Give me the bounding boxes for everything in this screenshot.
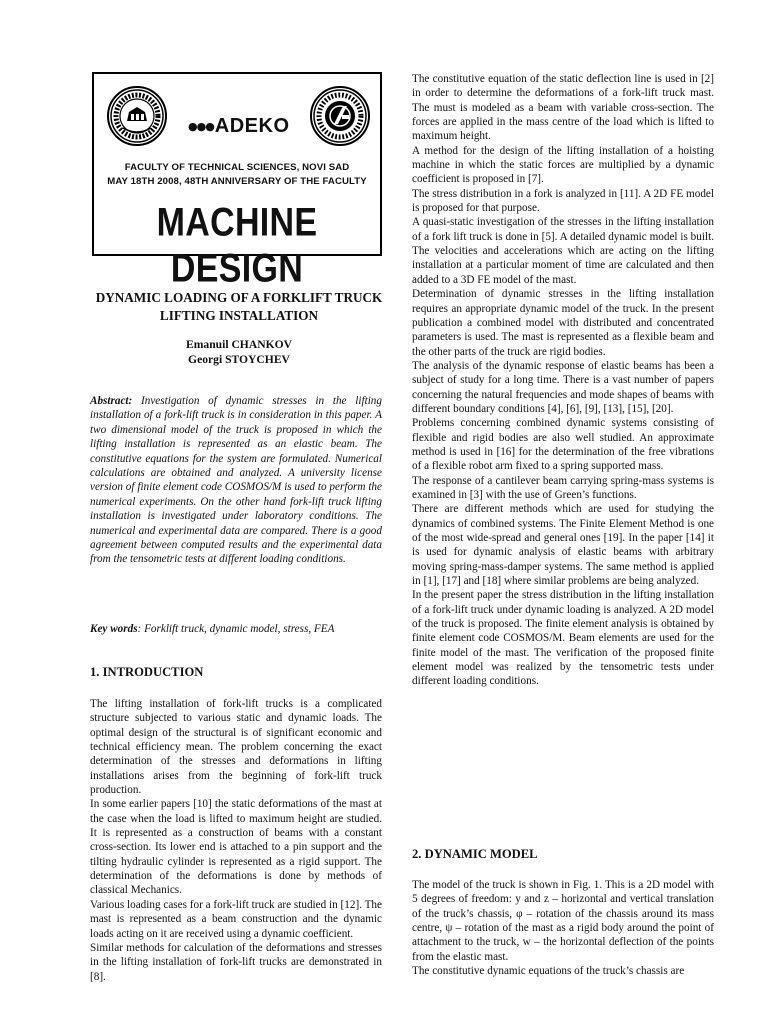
section-heading-introduction: 1. INTRODUCTION [90,665,204,679]
author-name: Emanuil CHANKOV [186,338,292,351]
keywords-text: : Forklift truck, dynamic model, stress, FEA [137,623,335,635]
paper-title: DYNAMIC LOADING OF A FORKLIFT TRUCK LIFTING INSTALLATION [95,290,383,323]
faculty-line: FACULTY OF TECHNICAL SCIENCES, NOVI SAD [124,162,350,173]
introduction-body-right [412,72,714,689]
paragraph: The analysis of the dynamic response of elastic beams has been a subject of study for a long time. There is a vast number of papers concerning the natural frequencies and mode shapes of beams with different boundary conditions [4], [6], [9], [13], [15], [20]. [412,359,714,415]
abstract-text: Investigation of dynamic stresses in the lifting installation of a fork-lift truck is in consideration in this paper. A two dimensional model of the truck is proposed in which the lifting installation is represented as an elastic beam. The constitutive equations for the system are formulated. Numerical calculations are obtained and analyzed. A university license version of finite element code COSMOS/M is used to perform the numerical experiments. On the other hand fork-lift truck lifting installation is investigated under laboratory conditions. The numerical and experimental data are compared. There is a good agreement between computed results and the experimental data from the tensometric tests at different loading conditions. [90,395,382,566]
anniversary-line: MAY 18TH 2008, 48TH ANNIVERSARY OF THE FACULTY [107,176,367,187]
paragraph: The model of the truck is shown in Fig. 1. This is a 2D model with 5 degrees of freedom: y and z – horizontal and vertical translation of the truck’s chassis, φ – rotation of the chassis around its mass centre, ψ – rotation of the mast as a rigid body around the point of attachment to the truck, w – the horizontal deflection of the points from the elastic mast. [412,879,714,963]
conference-header-logo [92,72,382,291]
paragraph: In some earlier papers [10] the static deformations of the mast at the case when the load is lifted to maximum height are studied. It is represented as a construction of beams with a constant cross-section. Its lower end is attached to a pin support and the tilting hydraulic cylinder is represented as a rigid support. The determination of the deformations is done by methods of classical Mechanics. [90,798,382,897]
author-name: Georgi STOYCHEV [188,353,290,366]
paragraph: A method for the design of the lifting installation of a hoisting machine in which the static forces are multiplied by a dynamic coefficient is proposed in [7]. [412,144,714,186]
paragraph: The response of a cantilever beam carrying spring-mass systems is examined in [3] with the use of Green’s functions. [412,474,714,501]
keywords-label: Key words [90,623,138,635]
introduction-body-left [90,697,382,984]
paragraph: There are different methods which are used for studying the dynamics of combined systems. The Finite Element Method is one of the most wide-spread and general ones [19]. In the paper [14] it is used for dynamic analysis of elastic beams with arbitrary moving spring-mass-damper systems. The same method is applied in [1], [17] and [18] where similar problems are being analyzed. [412,503,714,588]
dynamic-model-body [412,878,714,978]
paragraph: Problems concerning combined dynamic systems consisting of flexible and rigid bodies are also well studied. An approximate method is used in [16] for the determination of the free vibrations of a flexible robot arm fixed to a spring supported mass. [412,417,714,473]
paragraph: The constitutive equation of the static deflection line is used in [2] in order to determine the deformations of a fork-lift truck mast. The must is modeled as a beam with variable cross-section. The forces are applied in the mass centre of the load which is lifted to maximum height. [412,73,714,143]
faculty-seal-icon [310,86,370,146]
abstract-label: Abstract: [90,395,133,407]
paragraph: The constitutive dynamic equations of the truck’s chassis are [412,965,685,978]
adeko-logo [188,116,290,136]
paragraph: Determination of dynamic stresses in the lifting installation requires an appropriate dynamic model of the truck. In the present publication a combined model with distributed and concentrated parameters is used. The mast is represented as a flexible beam and the other parts of the truck are rigid bodies. [412,288,714,358]
conference-title: MACHINE DESIGN [156,200,318,291]
paragraph: In the present paper the stress distribution in the lifting installation of a fork-lift truck under dynamic loading is analyzed. A 2D model of the truck is proposed. The finite element analysis is obtained by finite element code COSMOS/M. Beam elements are used for the finite model of the mast. The verification of the proposed finite element model was realized by the tensometric tests under different loading conditions. [412,589,714,688]
university-seal-icon [107,86,167,146]
paragraph: The stress distribution in a fork is analyzed in [11]. A 2D FE model is proposed for that purpose. [412,187,714,215]
paragraph: Various loading cases for a fork-lift truck are studied in [12]. The mast is represented as a beam construction and the dynamic loads acting on it are received using a dynamic coefficient. [90,898,382,940]
abstract [90,394,382,567]
paragraph: A quasi-static investigation of the stresses in the lifting installation of a fork lift truck is done in [5]. A detailed dynamic model is built. The velocities and accelerations which are acting on the lifting installation at a particular moment of time are calculated and then added to a 3D FE model of the mast. [412,216,714,286]
adeko-logo-text: ADEKO [214,114,290,137]
paragraph: The lifting installation of fork-lift trucks is a complicated structure subjected to various static and dynamic loads. The optimal design of the structural is of significant economic and technical efficiency mean. The problem concerning the exact determination of the stresses and deformations in lifting installations arises from the beginning of fork-lift truck production. [90,698,382,797]
keywords [90,622,382,636]
paragraph: Similar methods for calculation of the deformations and stresses in the lifting installation of fork-lift trucks are demonstrated in [8]. [90,941,382,983]
adeko-mark-icon: ●●● [188,119,214,133]
author-list [90,337,388,367]
section-heading-dynamic-model: 2. DYNAMIC MODEL [412,847,538,861]
